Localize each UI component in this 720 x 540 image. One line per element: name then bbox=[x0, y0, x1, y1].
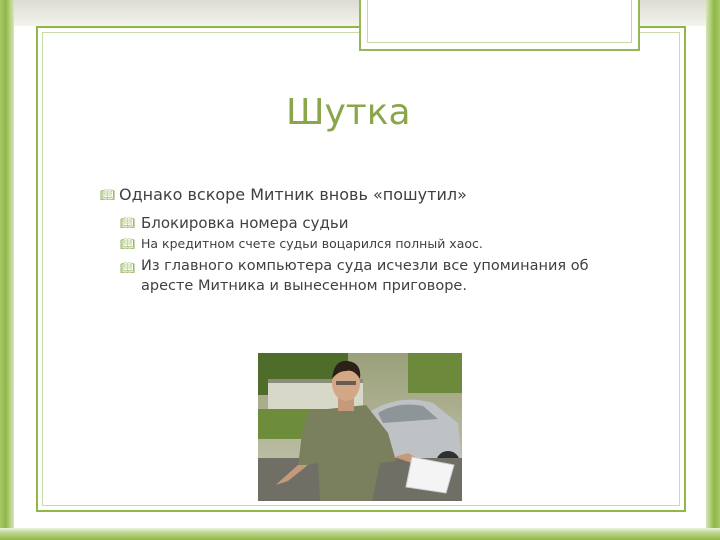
book-bullet-icon: 📖︎ bbox=[120, 216, 136, 230]
sub-bullet-3: Из главного компьютера суда исчезли все упоминания об аресте Митника и вынесенном приговоре. bbox=[141, 258, 589, 294]
book-bullet-icon: 📖︎ bbox=[100, 188, 116, 202]
right-decor-strip bbox=[706, 0, 720, 540]
sub-bullet-1: Блокировка номера судьи bbox=[141, 214, 349, 232]
mitnick-photo bbox=[258, 353, 462, 501]
book-bullet-icon: 📖︎ bbox=[120, 237, 136, 251]
bottom-decor-strip bbox=[0, 528, 720, 540]
slide-title: Шутка bbox=[286, 92, 411, 133]
top-decor-tab bbox=[359, 0, 640, 51]
left-decor-strip bbox=[0, 0, 14, 540]
book-bullet-icon: 📖︎ bbox=[120, 261, 136, 275]
sub-bullet-2: На кредитном счете судьи воцарился полный хаос. bbox=[141, 236, 483, 251]
main-bullet-text: Однако вскоре Митник вновь «пошутил» bbox=[119, 185, 467, 204]
